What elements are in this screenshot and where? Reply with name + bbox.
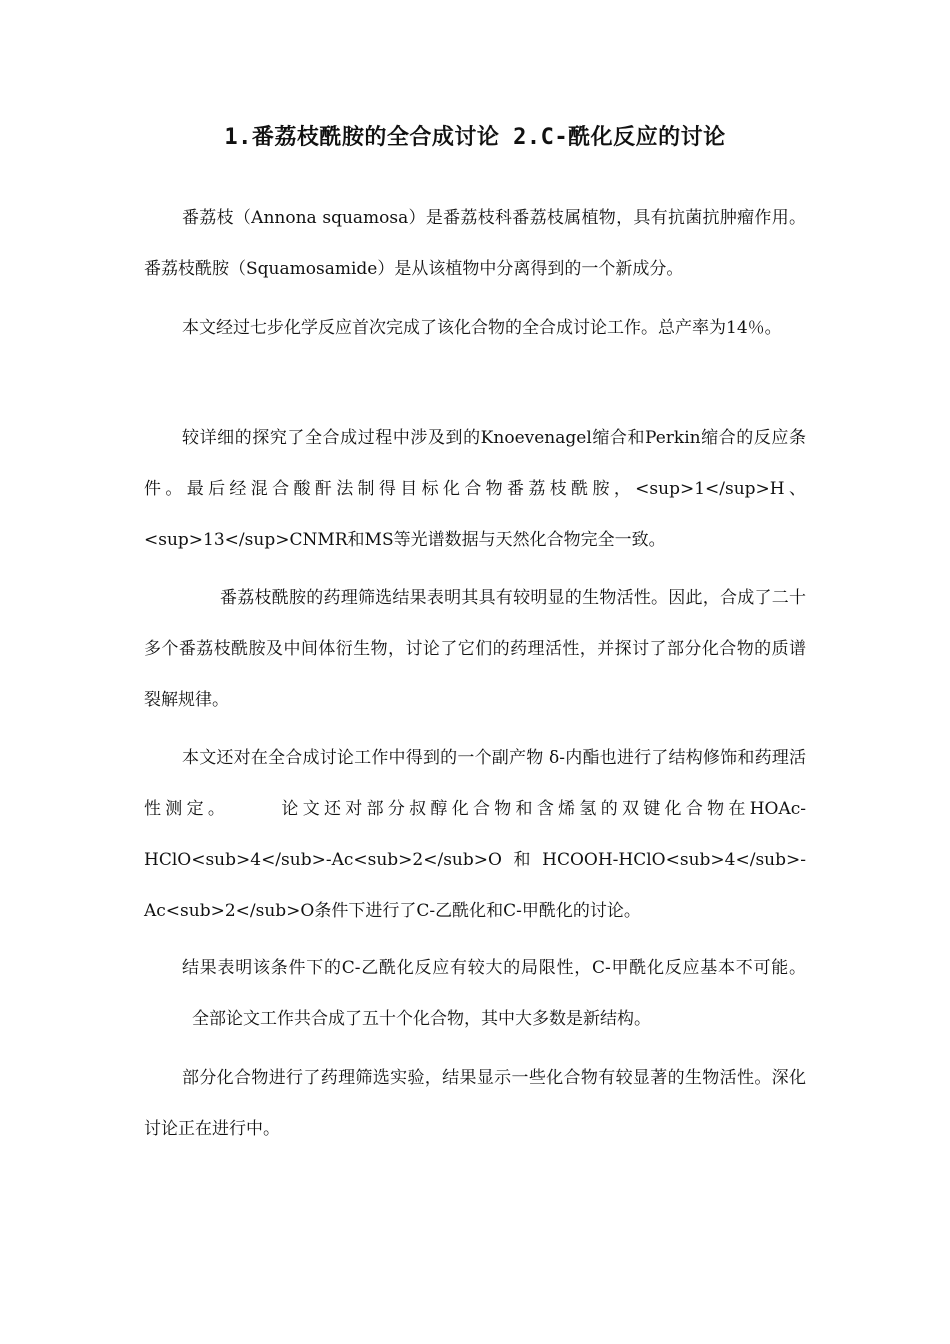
paragraph-results: [144, 943, 806, 1045]
paragraph-text: 结果表明该条件下的C-乙酰化反应有较大的局限性，C-甲酰化反应基本不可能。: [182, 958, 806, 978]
paragraph-text: 较详细的探究了全合成过程中涉及到的Knoevenagel缩合和Perkin缩合的反应条件。最后经混合酸酐法制得目标化合物番荔枝酰胺，<sup>1</sup>H、<sup>13</sup>CNMR和MS等光谱数据与天然化合物完全一致。: [144, 428, 806, 550]
paragraph-text: 部分化合物进行了药理筛选实验，结果显示一些化合物有较显著的生物活性。深化讨论正在进行中。: [144, 1068, 806, 1139]
paragraph-text: 本文还对在全合成讨论工作中得到的一个副产物 δ-内酯也进行了结构修饰和药理活性测定。: [144, 748, 806, 819]
document-title: 1.番荔枝酰胺的全合成讨论 2.C-酰化反应的讨论: [224, 125, 726, 150]
paragraph-byproduct-and-acylation: [144, 733, 806, 937]
paragraph-text: 论文还对部分叔醇化合物和含烯氢的双键化合物在HOAc-HClO<sub>4</sub>-Ac<sub>2</sub>O和HCOOH-HClO<sub>4</sub>-Ac<sub>2</sub>O条件下进行了C-乙酰化和C-甲酰化的讨论。: [144, 799, 806, 921]
paragraph-synthesis-summary: [144, 303, 806, 354]
paragraph-reaction-conditions: [144, 413, 806, 566]
paragraph-pharmacology: [144, 573, 806, 726]
paragraph-screening: [144, 1053, 806, 1155]
paragraph-text: 番荔枝酰胺的药理筛选结果表明其具有较明显的生物活性。因此，合成了二十多个番荔枝酰胺及中间体衍生物，讨论了它们的药理活性，并探讨了部分化合物的质谱裂解规律。: [144, 588, 806, 710]
paragraph-text: 全部论文工作共合成了五十个化合物，其中大多数是新结构。: [192, 1009, 651, 1029]
paragraph-intro: [144, 193, 806, 295]
paragraph-text: 番荔枝（Annona squamosa）是番荔枝科番荔枝属植物，具有抗菌抗肿瘤作用。番荔枝酰胺（Squamosamide）是从该植物中分离得到的一个新成分。: [144, 208, 806, 279]
paragraph-text: 本文经过七步化学反应首次完成了该化合物的全合成讨论工作。总产率为14％。: [182, 318, 782, 338]
